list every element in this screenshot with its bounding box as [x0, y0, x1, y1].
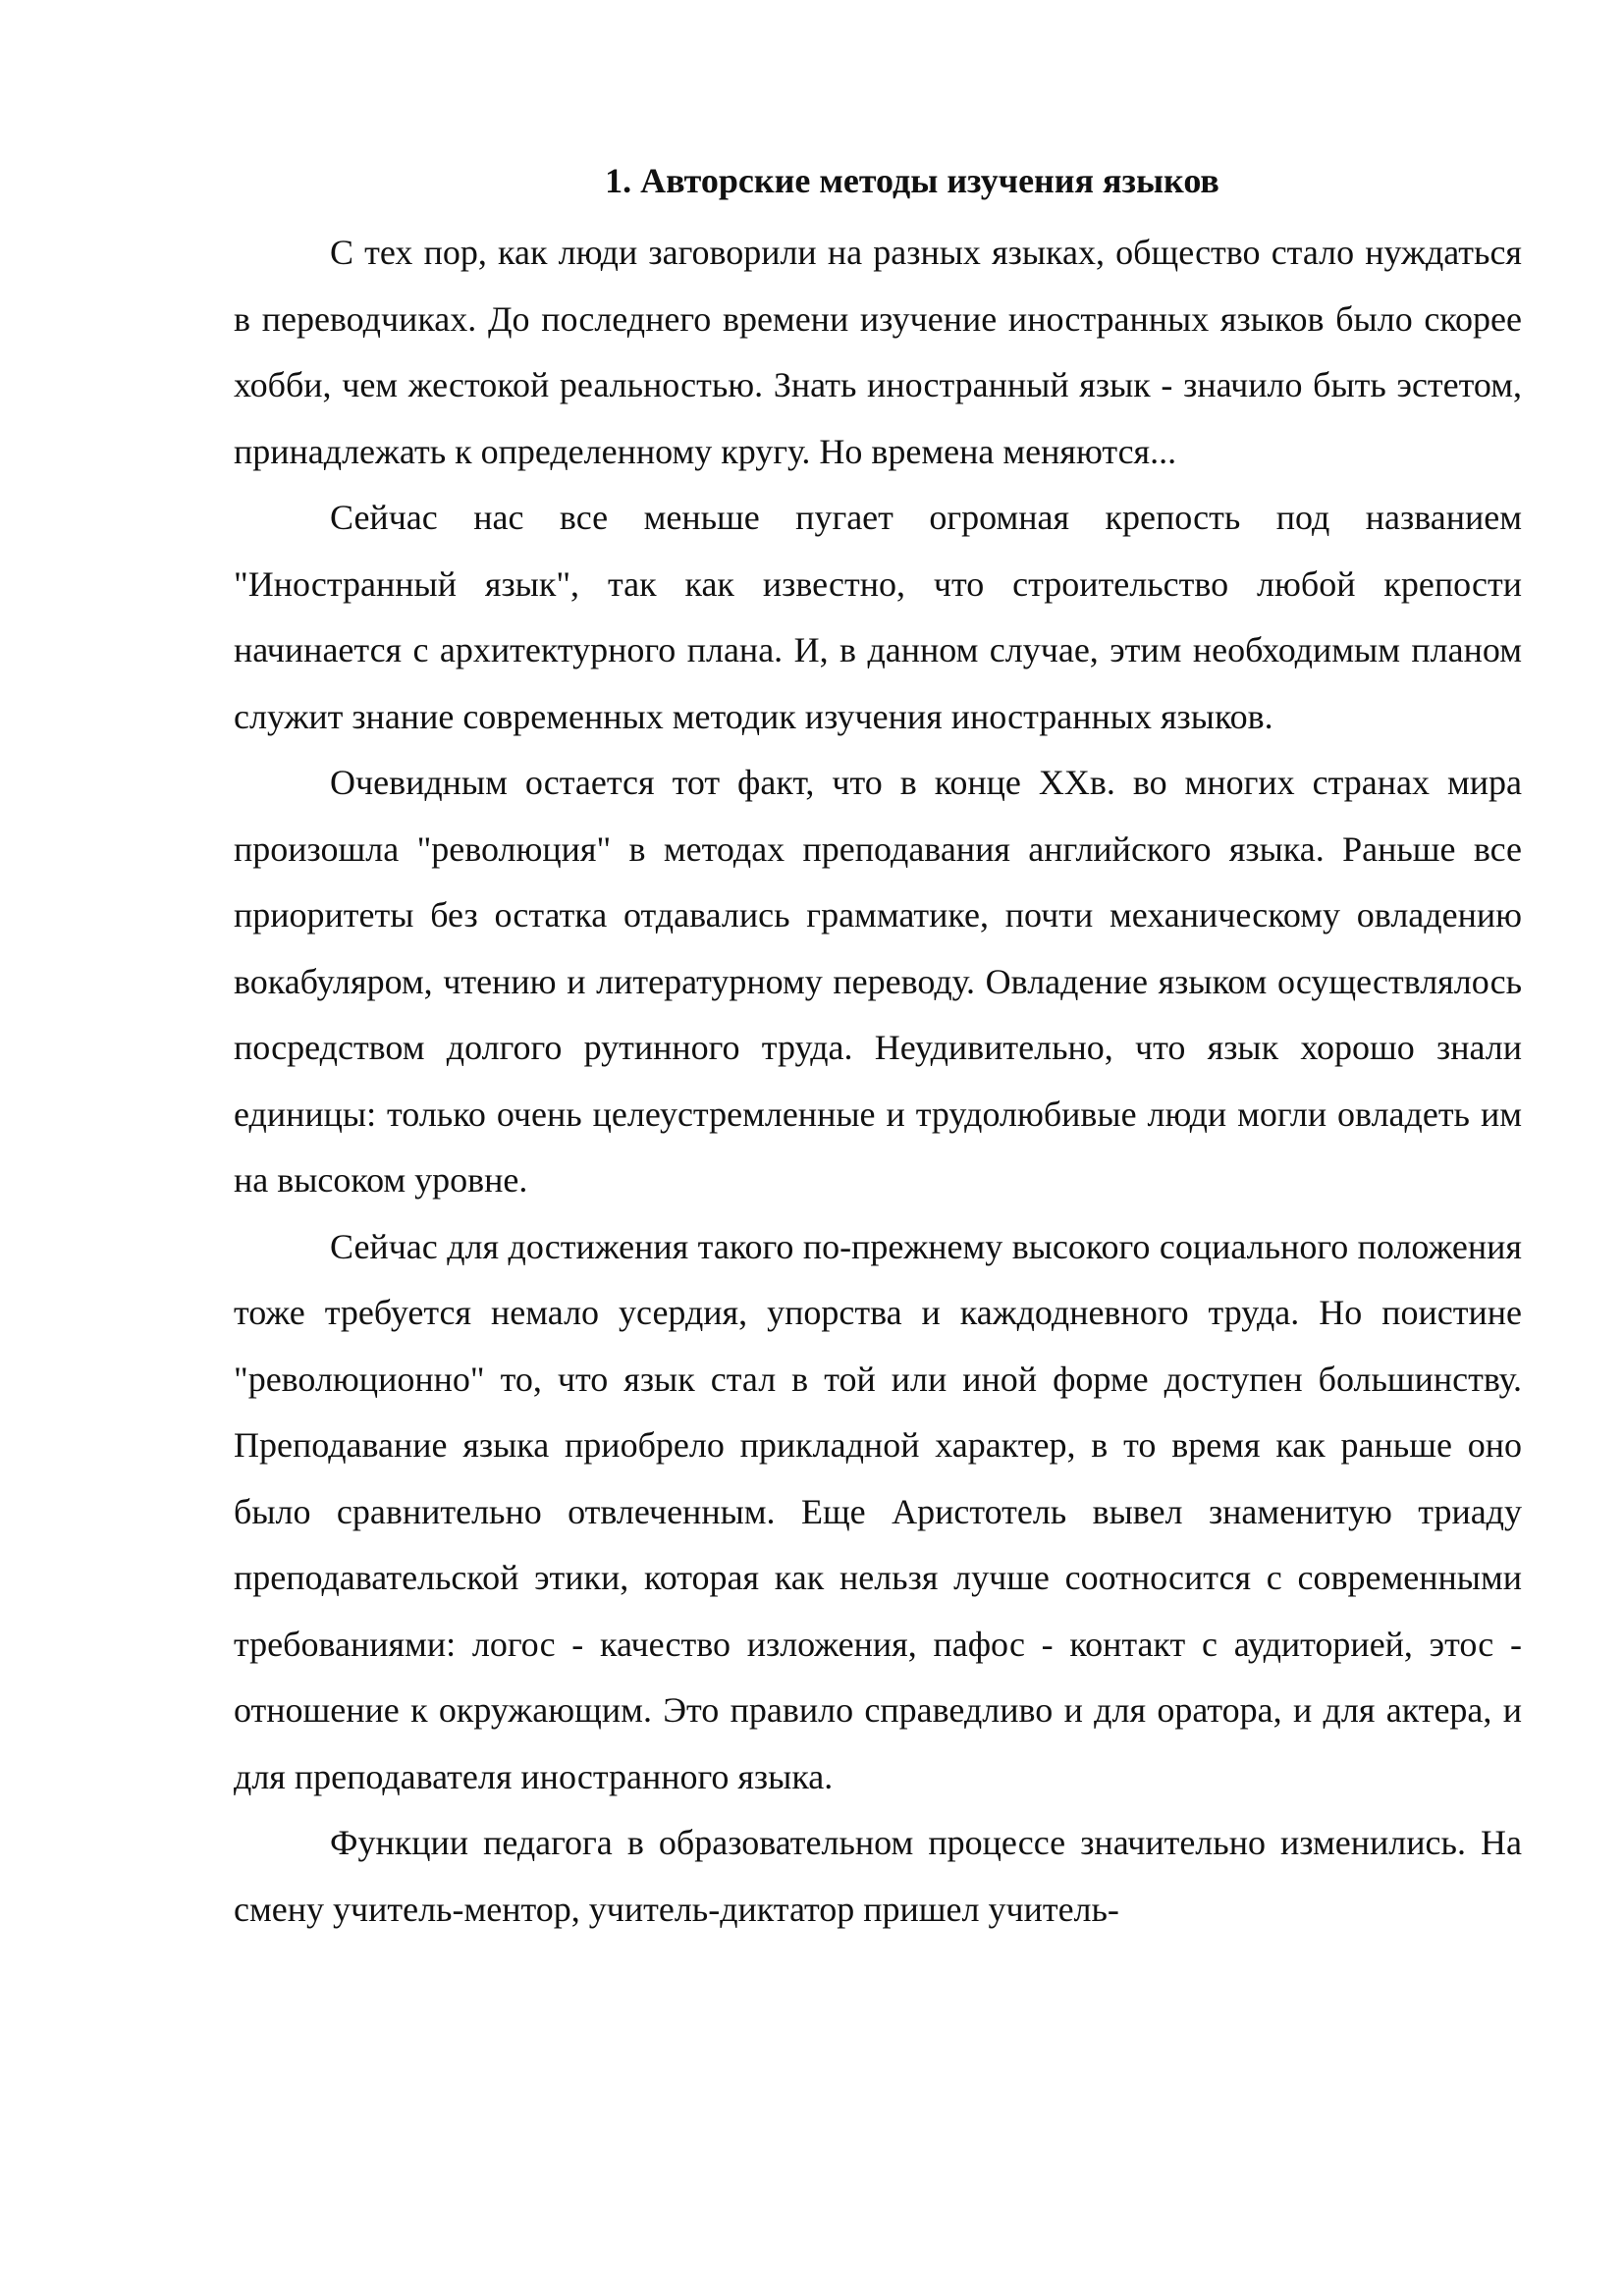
paragraph-1: С тех пор, как люди заговорили на разных языках, общество стало нуждаться в переводчиках. До последнего времени изучение иностранных языков было скорее хобби, чем жестокой реальностью. Знать иностранный язык - значило быть эстетом, принадлежать к определенному кругу. Но времена меняются...: [234, 233, 1522, 471]
paragraph-3: Очевидным остается тот факт, что в конце XXв. во многих странах мира произошла "революция" в методах преподавания английского языка. Раньше все приоритеты без остатка отдавались грамматике, почти механическому овладению вокабуляром, чтению и литературному переводу. Овладение языком осуществлялось посредством долгого рутинного труда. Неудивительно, что язык хорошо знали единицы: только очень целеустремленные и трудолюбивые люди могли овладеть им на высоком уровне.: [234, 763, 1522, 1200]
section-heading: 1. Авторские методы изучения языков: [605, 161, 1219, 200]
paragraph-5: Функции педагога в образовательном процессе значительно изменились. На смену учитель-ментор, учитель-диктатор пришел учитель-: [234, 1823, 1522, 1929]
paragraph-4: Сейчас для достижения такого по-прежнему высокого социального положения тоже требуется немало усердия, упорства и каждодневного труда. Но поистине "революционно" то, что язык стал в той или иной форме доступен большинству. Преподавание языка приобрело прикладной характер, в то время как раньше оно было сравнительно отвлеченным. Еще Аристотель вывел знаменитую триаду преподавательской этики, которая как нельзя лучше соотносится с современными требованиями: логос - качество изложения, пафос - контакт с аудиторией, этос - отношение к окружающим. Это правило справедливо и для оратора, и для актера, и для преподавателя иностранного языка.: [234, 1226, 1522, 1796]
document-body: [234, 155, 1522, 1943]
paragraph-2: Сейчас нас все меньше пугает огромная крепость под названием "Иностранный язык", так как известно, что строительство любой крепости начинается с архитектурного плана. И, в данном случае, этим необходимым планом служит знание современных методик изучения иностранных языков.: [234, 498, 1522, 736]
